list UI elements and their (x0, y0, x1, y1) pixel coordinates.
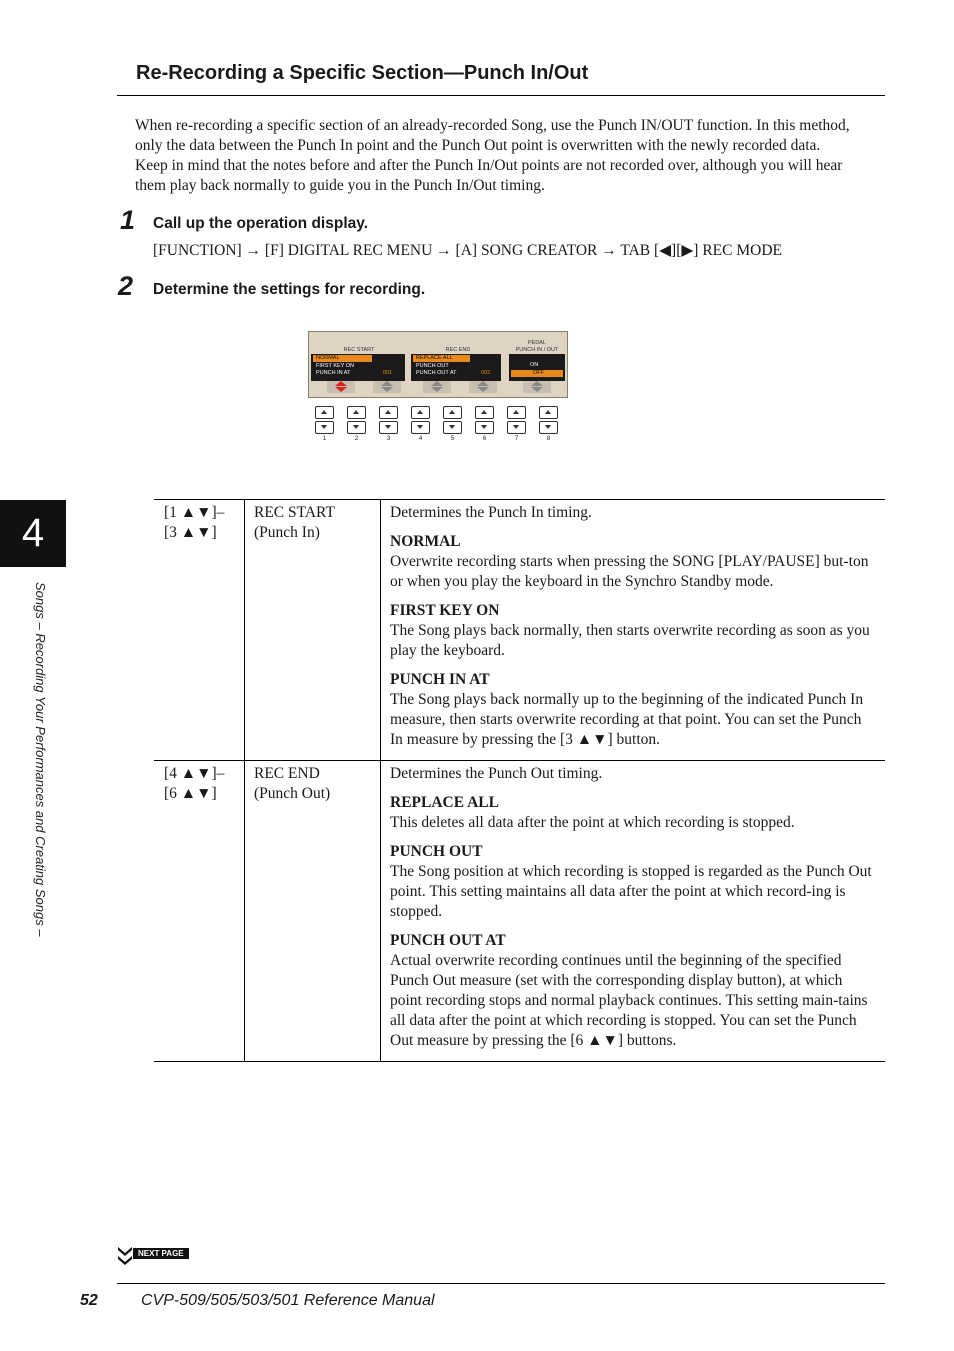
chapter-tab: 4 (0, 500, 66, 567)
button-number: 3 (386, 436, 391, 442)
step-1-title: Call up the operation display. (153, 215, 369, 232)
parameter-subname: (Punch In) (254, 524, 320, 541)
lcd-pedal-panel (507, 332, 567, 397)
option-heading: PUNCH OUT AT (390, 932, 506, 949)
button-ref: [6 ▲▼] (164, 785, 217, 802)
description-intro: Determines the Punch Out timing. (390, 765, 603, 782)
lcd-up-down-icon (523, 381, 551, 393)
step-1-path: [FUNCTION] → [F] DIGITAL REC MENU → [A] SONG CREATOR → TAB [◀][▶] REC MODE (153, 242, 782, 259)
lcd-pedal-header-2: PUNCH IN / OUT (515, 347, 559, 353)
page-number: 52 (80, 1292, 98, 1309)
option-text: The Song plays back normally, then starts overwrite recording as soon as you play the keyboard. (390, 622, 870, 659)
button-number: 4 (418, 436, 423, 442)
step-2-title: Determine the settings for recording. (153, 281, 426, 298)
step-2-number: 2 (118, 271, 134, 301)
option-heading: PUNCH IN AT (390, 671, 490, 688)
lcd-option: PUNCH IN AT (316, 370, 351, 376)
option-heading: NORMAL (390, 533, 461, 550)
lcd-up-down-icon (373, 381, 401, 393)
display-button-2[interactable] (347, 406, 366, 432)
lcd-option: REPLACE ALL (413, 355, 470, 362)
display-button-6[interactable] (475, 406, 494, 432)
parameter-subname: (Punch Out) (254, 785, 331, 802)
button-number: 6 (482, 436, 487, 442)
display-button-4[interactable] (411, 406, 430, 432)
parameter-table (154, 499, 885, 1062)
display-button-8[interactable] (539, 406, 558, 432)
button-number: 8 (546, 436, 551, 442)
button-cell (154, 761, 245, 1062)
button-ref: [3 ▲▼] (164, 524, 217, 541)
lcd-pedal-header: PEDAL (527, 340, 547, 346)
lcd-rec-end-header: REC END (445, 347, 471, 353)
lcd-up-down-icon (469, 381, 497, 393)
description-intro: Determines the Punch In timing. (390, 504, 592, 521)
button-number: 5 (450, 436, 455, 442)
lcd-up-down-icon (423, 381, 451, 393)
next-page-label: NEXT PAGE (133, 1248, 189, 1259)
step-1-number: 1 (120, 205, 136, 235)
option-text: The Song plays back normally up to the beginning of the indicated Punch In measure, then starts overwrite recording at that point. You can set the Punch In measure by pressing the [3 ▲▼] button. (390, 691, 864, 748)
option-text: Actual overwrite recording continues until the beginning of the specified Punch Out measure (set with the corresponding display button), at which point recording stops and normal playback continues. This setting main-tains all data after the point at which recording is stopped. You can set the Punch Out measure by pressing the [6 ▲▼] buttons. (390, 952, 868, 1049)
lcd-rec-end-panel (409, 332, 507, 397)
lcd-option: FIRST KEY ON (316, 363, 355, 369)
lcd-rec-start-panel (309, 332, 409, 397)
title-divider (117, 95, 885, 96)
option-text: The Song position at which recording is stopped is regarded as the Punch Out point. This setting maintains all data after the point at which record-ing is stopped. (390, 863, 872, 920)
parameter-name: REC START (254, 504, 335, 521)
display-button-3[interactable] (379, 406, 398, 432)
option-text: This deletes all data after the point at which recording is stopped. (390, 814, 795, 831)
chapter-side-text: Songs – Recording Your Performances and Creating Songs – (33, 582, 48, 937)
button-ref: [1 ▲▼]– (164, 504, 225, 521)
intro-paragraph: When re-recording a specific section of an already-recorded Song, use the Punch IN/OUT function. In this method, only the data between the Punch In point and the Punch Out point is overwritten with the newly recorded data. Keep in mind that the notes before and after the Punch In/Out points are not recorded over, although you will hear them play back normally to guide you in the Punch In/Out timing. (135, 117, 850, 194)
option-text: Overwrite recording starts when pressing the SONG [PLAY/PAUSE] but-ton or when you play the keyboard in the Synchro Standby mode. (390, 553, 869, 590)
description-cell (381, 500, 886, 761)
manual-title: CVP-509/505/503/501 Reference Manual (141, 1292, 435, 1309)
display-button-5[interactable] (443, 406, 462, 432)
next-page-link[interactable] (117, 1246, 189, 1266)
footer-divider (117, 1283, 885, 1284)
lcd-rec-start-header: REC START (343, 347, 375, 353)
lcd-option: PUNCH OUT (416, 363, 449, 369)
section-title: Re-Recording a Specific Section—Punch In/Out (136, 62, 589, 84)
table-row (154, 761, 885, 1062)
lcd-punch-out-value: 002 (481, 370, 491, 376)
table-row (154, 500, 885, 761)
parameter-name-cell (245, 500, 381, 761)
lcd-punch-in-value: 001 (383, 370, 393, 376)
description-cell (381, 761, 886, 1062)
button-number: 7 (514, 436, 519, 442)
next-page-chevron-icon (117, 1246, 133, 1266)
button-number: 1 (322, 436, 327, 442)
option-heading: PUNCH OUT (390, 843, 483, 860)
button-ref: [4 ▲▼]– (164, 765, 225, 782)
button-cell (154, 500, 245, 761)
option-heading: FIRST KEY ON (390, 602, 500, 619)
display-button-1[interactable] (315, 406, 334, 432)
parameter-name: REC END (254, 765, 320, 782)
option-heading: REPLACE ALL (390, 794, 499, 811)
lcd-display (308, 331, 568, 398)
lcd-option: PUNCH OUT AT (416, 370, 457, 376)
lcd-up-down-icon (327, 381, 355, 393)
lcd-option: OFF (511, 370, 563, 377)
lcd-option: NORMAL (313, 355, 372, 362)
button-number: 2 (354, 436, 359, 442)
display-button-7[interactable] (507, 406, 526, 432)
parameter-name-cell (245, 761, 381, 1062)
lcd-option: ON (530, 362, 539, 368)
